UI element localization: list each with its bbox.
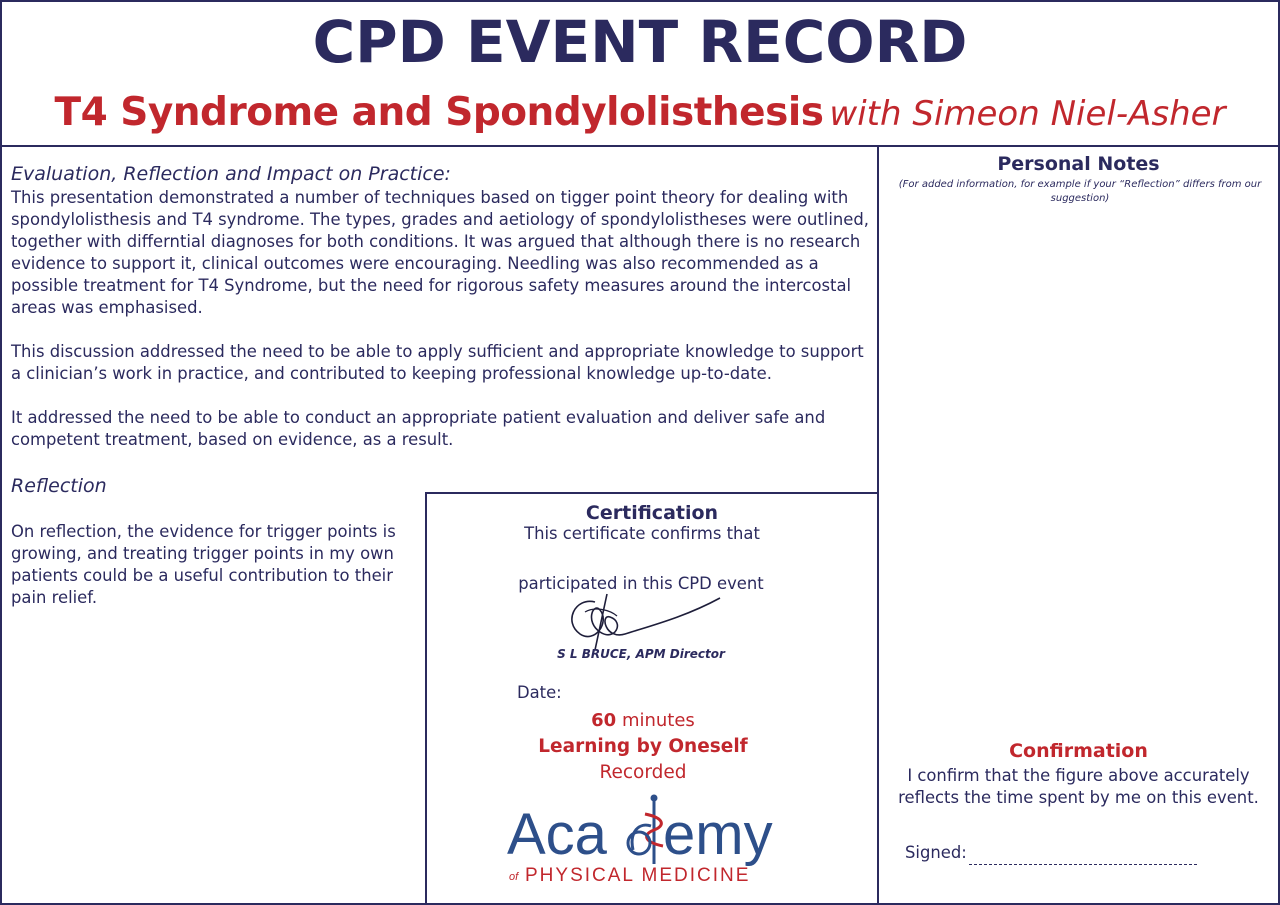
- presenter-name: with Simeon Niel-Asher: [829, 94, 1226, 134]
- course-subtitle: [2, 90, 1278, 135]
- signature-image: [555, 592, 725, 652]
- evaluation-paragraph-2: This discussion addressed the need to be able to apply sufficient and appropriate knowledge to support a clinician’s work in practice, and contributed to keeping professional knowledge up-to-date.: [11, 342, 864, 383]
- certification-title: Certification: [585, 502, 719, 524]
- personal-notes-hint: (For added information, for example if your “Reflection” differs from our suggestion): [898, 179, 1262, 204]
- reflection-heading: Reflection: [11, 475, 107, 497]
- header: [0, 0, 1280, 147]
- caduceus-icon: [628, 795, 663, 865]
- confirmation-title: Confirmation: [1009, 740, 1148, 762]
- academy-logo: [505, 792, 790, 888]
- reflection-text: On reflection, the evidence for trigger points is growing, and treating trigger points in my own patients could be a useful contribution to their pain relief.: [11, 522, 396, 607]
- logo-name-part-1: Aca: [507, 802, 607, 867]
- evaluation-paragraph-1: This presentation demonstrated a number of techniques based on tigger point theory for dealing with spondylolisthesis and T4 syndrome. The types, grades and aetiology of spondylolistheses were outlined, together with differntial diagnoses for both conditions. It was argued that although there is no research evidence to support it, clinical outcomes were encouraging. Needling was also recommended as a possible treatment for T4 Syndrome, but the need for rigorous safety measures around the intercostal areas was emphasised.: [11, 188, 869, 317]
- date-label: Date:: [517, 683, 562, 702]
- confirmation-text: I confirm that the figure above accurately reflects the time spent by me on this event.: [898, 766, 1259, 807]
- personal-notes-title: Personal Notes: [997, 153, 1160, 175]
- signatory-name: S L BRUCE, APM Director: [557, 647, 725, 661]
- record-status: Recorded: [599, 762, 687, 783]
- evaluation-heading: Evaluation, Reflection and Impact on Practice:: [11, 163, 451, 185]
- duration-value: 60: [591, 710, 617, 731]
- signed-label: Signed:: [905, 843, 967, 862]
- learning-type: Learning by Oneself: [538, 736, 748, 757]
- page-title: CPD EVENT RECORD: [312, 8, 968, 76]
- personal-notes-panel: [877, 145, 1280, 905]
- certification-panel: [425, 492, 879, 905]
- signature-line[interactable]: [969, 864, 1197, 865]
- duration: [427, 710, 859, 731]
- logo-tagline-prefix: of: [509, 871, 519, 883]
- certification-confirms-text: This certificate confirms that: [524, 524, 760, 543]
- evaluation-paragraph-3: It addressed the need to be able to conduct an appropriate patient evaluation and deliver safe and competent treatment, based on evidence, as a result.: [11, 408, 826, 449]
- course-title: T4 Syndrome and Spondylolisthesis: [54, 90, 824, 135]
- certification-participated-text: participated in this CPD event: [518, 574, 764, 593]
- logo-tagline: PHYSICAL MEDICINE: [525, 865, 751, 886]
- logo-name-part-2: emy: [663, 802, 773, 867]
- duration-unit: minutes: [621, 710, 695, 731]
